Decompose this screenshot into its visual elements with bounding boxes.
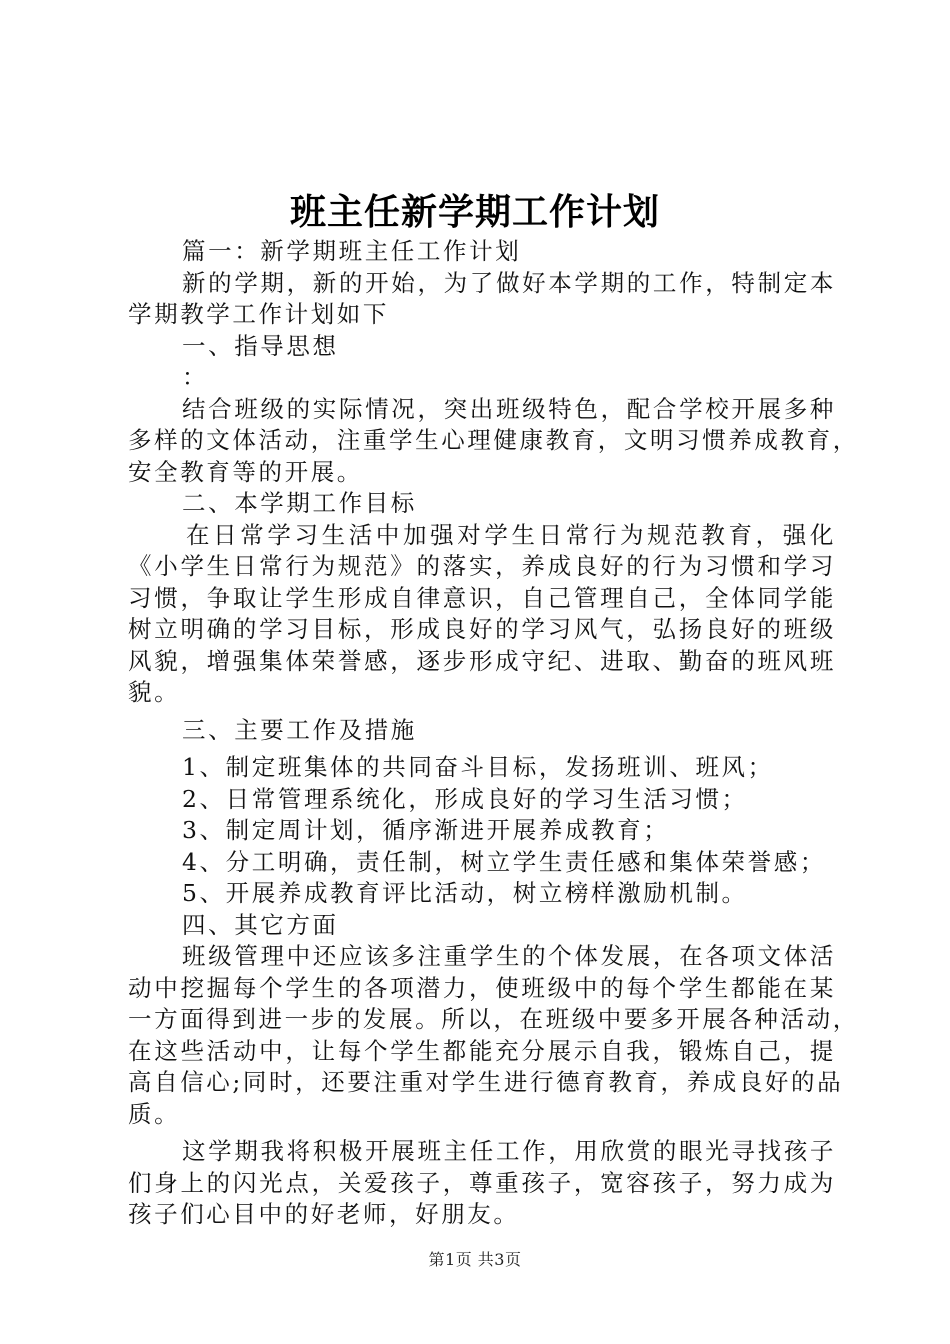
paragraph-line: 多样的文体活动，注重学生心理健康教育，文明习惯养成教育， <box>128 426 859 454</box>
paragraph-line: 新的学期，新的开始，为了做好本学期的工作，特制定本 <box>182 268 836 297</box>
paragraph-line: 在日常学习生活中加强对学生日常行为规范教育，强化 <box>186 520 836 549</box>
paragraph-line: 树立明确的学习目标，形成良好的学习风气，弘扬良好的班级 <box>128 615 836 643</box>
paragraph-line: 在这些活动中，让每个学生都能充分展示自我，锻炼自己，提 <box>128 1036 836 1065</box>
section-heading: 三、主要工作及措施 <box>182 715 417 744</box>
page-number: 第1页 共3页 <box>428 1250 522 1269</box>
paragraph-line: 这学期我将积极开展班主任工作，用欣赏的眼光寻找孩子 <box>182 1137 836 1165</box>
paragraph-line: 班级管理中还应该多注重学生的个体发展，在各项文体活 <box>182 942 836 970</box>
paragraph-line: 动中挖掘每个学生的各项潜力，使班级中的每个学生都能在某 <box>128 973 836 1002</box>
paragraph-line: 学期教学工作计划如下 <box>128 300 389 328</box>
paragraph-line: 风貌，增强集体荣誉感，逐步形成守纪、进取、勤奋的班风班 <box>128 646 836 675</box>
document-body <box>128 236 859 1231</box>
list-item: 5、开展养成教育评比活动，树立榜样激励机制。 <box>182 879 748 907</box>
paragraph-line: 孩子们心目中的好老师，好朋友。 <box>128 1200 520 1228</box>
section-heading: 二、本学期工作目标 <box>182 489 417 517</box>
paragraph-line: 们身上的闪光点，关爱孩子，尊重孩子，宽容孩子，努力成为 <box>128 1168 836 1197</box>
section-heading: 四、其它方面 <box>182 910 339 939</box>
list-item: 2、日常管理系统化，形成良好的学习生活习惯； <box>182 784 748 813</box>
paragraph-line: 质。 <box>128 1099 181 1128</box>
paragraph-line: 结合班级的实际情况，突出班级特色，配合学校开展多种 <box>182 394 836 423</box>
list-item: 4、分工明确，责任制，树立学生责任感和集体荣誉感； <box>182 847 826 876</box>
paragraph-line: 一方面得到进一步的发展。所以，在班级中要多开展各种活动， <box>128 1005 859 1033</box>
list-item: 1、制定班集体的共同奋斗目标，发扬班训、班风； <box>182 753 774 781</box>
document-title: 班主任新学期工作计划 <box>289 191 660 233</box>
paragraph-line: 高自信心;同时，还要注重对学生进行德育教育，养成良好的品 <box>128 1068 844 1096</box>
paragraph-line: 貌。 <box>128 678 181 706</box>
section-heading: 篇一：新学期班主任工作计划 <box>182 237 522 265</box>
paragraph-line: 习惯，争取让学生形成自律意识，自己管理自己，全体同学能 <box>128 583 836 612</box>
paragraph-line: 安全教育等的开展。 <box>128 457 363 486</box>
list-item: 3、制定周计划，循序渐进开展养成教育； <box>182 816 670 844</box>
paragraph-line: ： <box>182 363 209 391</box>
section-heading: 一、指导思想 <box>182 331 339 360</box>
paragraph-line: 《小学生日常行为规范》的落实，养成良好的行为习惯和学习 <box>128 552 836 580</box>
